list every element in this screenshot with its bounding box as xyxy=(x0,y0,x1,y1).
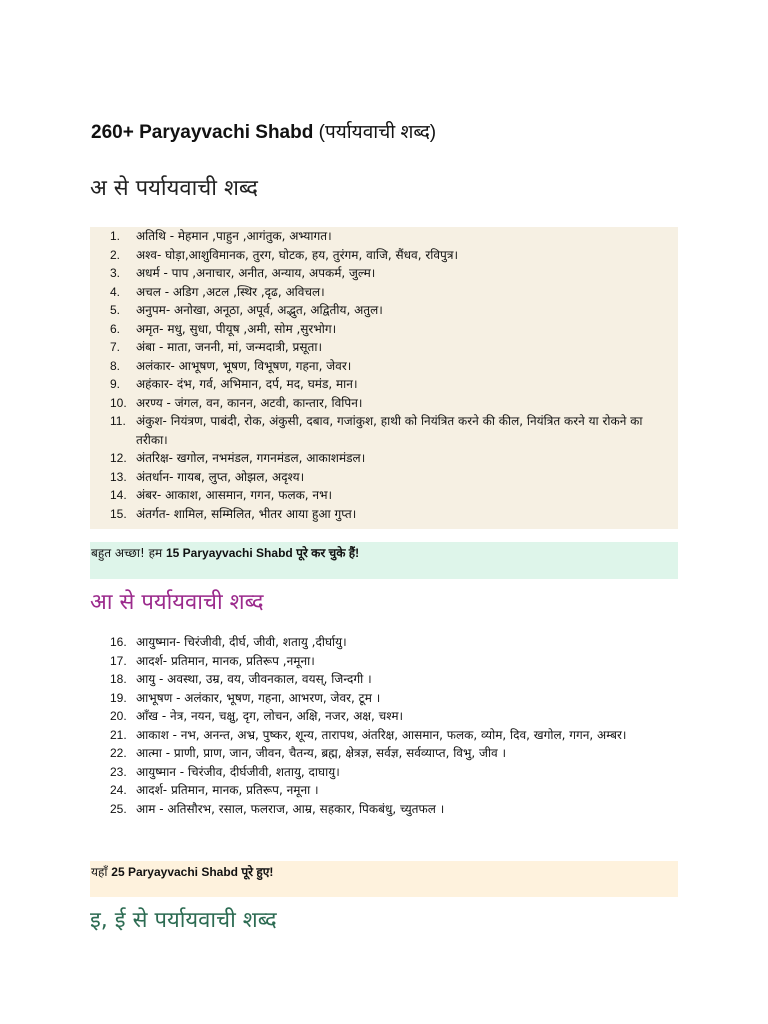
list-item-number: 21. xyxy=(110,727,127,742)
progress-note-15 xyxy=(90,542,678,579)
list-item xyxy=(90,689,678,708)
list-item-number: 17. xyxy=(110,653,127,668)
numbered-list xyxy=(90,227,678,523)
list-item-text: अंतरिक्ष- खगोल, नभमंडल, गगनमंडल, आकाशमंडल। xyxy=(136,451,366,465)
list-item xyxy=(90,652,678,671)
list-item-number: 14. xyxy=(110,488,127,502)
list-item-number: 6. xyxy=(110,321,121,336)
section-heading-aa: आ से पर्यायवाची शब्द xyxy=(90,590,264,615)
list-item xyxy=(90,744,678,763)
list-item xyxy=(90,320,678,339)
list-item-text: अहंकार- दंभ, गर्व, अभिमान, दर्प, मद, घमंड, मान। xyxy=(136,377,358,391)
page-title-hindi: (पर्यायवाची शब्द) xyxy=(313,122,437,143)
list-item-number: 20. xyxy=(110,709,127,723)
list-item xyxy=(90,781,678,800)
list-item-number: 12. xyxy=(110,451,127,465)
list-item xyxy=(90,505,678,524)
list-item xyxy=(90,264,678,283)
list-item xyxy=(90,763,678,782)
list-item-number: 18. xyxy=(110,672,127,686)
list-item-text: अंबर- आकाश, आसमान, गगन, फलक, नभ। xyxy=(136,488,333,502)
section-heading-a: अ से पर्यायवाची शब्द xyxy=(90,176,258,201)
list-item-text: आँख - नेत्र, नयन, चक्षु, दृग, लोचन, अक्षि, नजर, अक्ष, चश्म। xyxy=(136,709,404,723)
list-item-number: 23. xyxy=(110,764,127,779)
note-text-pre: यहाँ xyxy=(91,865,112,879)
note-text-post: पूरे हुए! xyxy=(238,865,274,879)
list-item-text: आदर्श- प्रतिमान, मानक, प्रतिरूप, नमूना । xyxy=(136,783,319,797)
list-item-text: अश्व- घोड़ा,आशुविमानक, तुरग, घोटक, हय, तुरंगम, वाजि, सैंधव, रविपुत्र। xyxy=(136,247,459,262)
list-item xyxy=(90,375,678,394)
list-item-number: 5. xyxy=(110,303,121,317)
list-item-number: 8. xyxy=(110,358,121,373)
list-item xyxy=(90,394,678,413)
list-item-text: अलंकार- आभूषण, भूषण, विभूषण, गहना, जेवर। xyxy=(136,358,352,373)
list-item-number: 7. xyxy=(110,340,121,354)
list-item xyxy=(90,357,678,376)
list-item-number: 13. xyxy=(110,469,127,484)
note-text-post: पूरे कर चुके हैं! xyxy=(292,546,360,560)
list-item xyxy=(90,449,678,468)
list-item-text: आत्मा - प्राणी, प्राण, जान, जीवन, चैतन्य, ब्रह्म, क्षेत्रज्ञ, सर्वज्ञ, सर्वव्याप्त, विभु, जीव । xyxy=(136,746,507,760)
page-title xyxy=(91,118,436,144)
progress-note-25 xyxy=(90,861,678,897)
list-item xyxy=(90,707,678,726)
page-title-bold: 260+ Paryayvachi Shabd xyxy=(91,122,314,143)
list-item-number: 9. xyxy=(110,377,121,391)
list-item-number: 10. xyxy=(110,395,127,410)
list-item xyxy=(90,486,678,505)
list-item-text: आयु - अवस्था, उम्र, वय, जीवनकाल, वयस्, जिन्दगी । xyxy=(136,672,372,686)
list-item xyxy=(90,468,678,487)
section-heading-i: इ, ई से पर्यायवाची शब्द xyxy=(90,908,277,933)
numbered-list xyxy=(90,633,678,818)
word-list-aa xyxy=(90,633,678,847)
list-item-text: अंतर्गत- शामिल, सम्मिलित, भीतर आया हुआ गुप्त। xyxy=(136,506,357,521)
list-item-number: 25. xyxy=(110,801,127,816)
list-item xyxy=(90,670,678,689)
note-text-bold: 15 Paryayvachi Shabd xyxy=(165,546,293,560)
list-item xyxy=(90,301,678,320)
list-item xyxy=(90,338,678,357)
list-item xyxy=(90,246,678,265)
list-item xyxy=(90,412,678,449)
list-item-number: 2. xyxy=(110,247,121,262)
list-item-text: अधर्म - पाप ,अनाचार, अनीत, अन्याय, अपकर्म, जुल्म। xyxy=(136,266,376,280)
list-item-text: आम - अतिसौरभ, रसाल, फलराज, आम्र, सहकार, पिकबंधु, च्युतफल । xyxy=(136,801,445,816)
list-item-number: 16. xyxy=(110,635,127,649)
list-item-text: आयुष्मान- चिरंजीवी, दीर्घ, जीवी, शतायु ,दीर्घायु। xyxy=(136,635,347,649)
list-item-text: आदर्श- प्रतिमान, मानक, प्रतिरूप ,नमूना। xyxy=(136,653,315,668)
list-item-number: 19. xyxy=(110,690,127,705)
list-item-text: अचल - अडिग ,अटल ,स्थिर ,दृढ, अविचल। xyxy=(136,284,325,299)
list-item xyxy=(90,800,678,819)
list-item-number: 11. xyxy=(110,414,126,428)
list-item xyxy=(90,283,678,302)
list-item-text: आयुष्मान - चिरंजीव, दीर्घजीवी, शतायु, दाघायु। xyxy=(136,764,340,779)
list-item-text: अंबा - माता, जननी, मां, जन्मदात्री, प्रसूता। xyxy=(136,340,322,354)
list-item-number: 24. xyxy=(110,783,127,797)
list-item xyxy=(90,633,678,652)
list-item-text: अमृत- मधु, सुधा, पीयूष ,अमी, सोम ,सुरभोग। xyxy=(136,321,337,336)
list-item-text: आकाश - नभ, अनन्त, अभ्र, पुष्कर, शून्य, तारापथ, अंतरिक्ष, आसमान, फलक, व्योम, दिव, खगोल, गगन, अम्बर। xyxy=(136,727,627,742)
list-item-text: अंतर्धान- गायब, लुप्त, ओझल, अदृश्य। xyxy=(136,469,305,484)
list-item-number: 3. xyxy=(110,266,121,280)
note-text-pre: बहुत अच्छा! हम xyxy=(91,546,166,560)
list-item-number: 22. xyxy=(110,746,127,760)
list-item-number: 1. xyxy=(110,229,121,243)
list-item-text: आभूषण - अलंकार, भूषण, गहना, आभरण, जेवर, टूम । xyxy=(136,690,381,705)
list-item-number: 4. xyxy=(110,284,121,299)
list-item-text: अंकुश- नियंत्रण, पाबंदी, रोक, अंकुसी, दबाव, गजांकुश, हाथी को नियंत्रित करने की कील, नियंत्रित करने या रोकने का तरीका। xyxy=(136,414,643,447)
list-item-text: अतिथि - मेहमान ,पाहुन ,आगंतुक, अभ्यागत। xyxy=(136,229,332,243)
word-list-a xyxy=(90,227,678,529)
list-item-number: 15. xyxy=(110,506,127,521)
list-item xyxy=(90,227,678,246)
list-item xyxy=(90,726,678,745)
note-text-bold: 25 Paryayvachi Shabd xyxy=(111,865,239,879)
list-item-text: अरण्य - जंगल, वन, कानन, अटवी, कान्तार, विपिन। xyxy=(136,395,363,410)
list-item-text: अनुपम- अनोखा, अनूठा, अपूर्व, अद्भुत, अद्वितीय, अतुल। xyxy=(136,303,383,317)
